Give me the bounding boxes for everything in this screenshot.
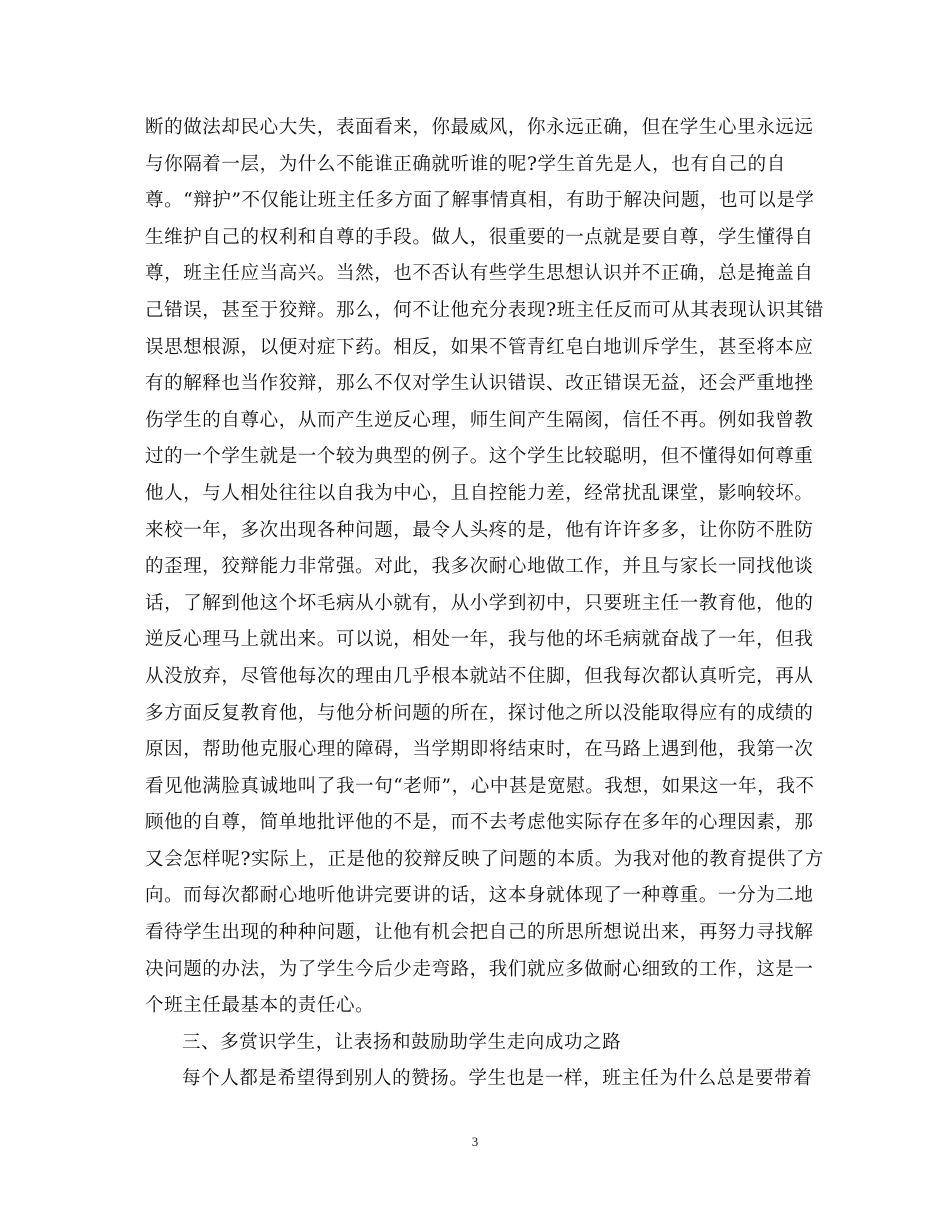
paragraph-line: 有的解释也当作狡辩，那么不仅对学生认识错误、改正错误无益，还会严重地挫: [145, 373, 814, 395]
paragraph-line: 逆反心理马上就出来。可以说，相处一年，我与他的坏毛病就奋战了一年，但我: [145, 629, 814, 651]
paragraph-line: 从没放弃，尽管他每次的理由几乎根本就站不住脚，但我每次都认真听完，再从: [145, 665, 814, 687]
paragraph-line: 与你隔着一层，为什么不能谁正确就听谁的呢?学生首先是人，也有自己的自: [145, 153, 786, 175]
paragraph-line: 话，了解到他这个坏毛病从小就有，从小学到初中，只要班主任一教育他，他的: [145, 592, 814, 614]
paragraph-line: 的歪理，狡辩能力非常强。对此，我多次耐心地做工作，并且与家长一同找他谈: [145, 556, 814, 578]
paragraph-line: 原因，帮助他克服心理的障碍，当学期即将结束时，在马路上遇到他，我第一次: [145, 739, 814, 761]
paragraph-line: 断的做法却民心大失，表面看来，你最威风，你永远正确，但在学生心里永远远: [145, 117, 814, 138]
paragraph-line: 过的一个学生就是一个较为典型的例子。这个学生比较聪明，但不懂得如何尊重: [145, 446, 814, 468]
paragraph-line: 尊。“辩护”不仅能让班主任多方面了解事情真相，有助于解决问题，也可以是学: [145, 190, 815, 212]
paragraph-line: 来校一年，多次出现各种问题，最令人头疼的是，他有许许多多，让你防不胜防: [145, 519, 814, 541]
page-number: 3: [471, 1134, 479, 1149]
paragraph-line: 己错误，甚至于狡辩。那么，何不让他充分表现?班主任反而可从其表现认识其错: [145, 299, 825, 321]
paragraph-line: 尊，班主任应当高兴。当然，也不否认有些学生思想认识并不正确，总是掩盖自: [145, 263, 814, 285]
paragraph-line: 又会怎样呢?实际上，正是他的狡辩反映了问题的本质。为我对他的教育提供了方: [145, 848, 825, 870]
body-text: [145, 110, 825, 1098]
paragraph-line: 他人，与人相处往往以自我为中心，且自控能力差，经常扰乱课堂，影响较坏。: [145, 482, 814, 504]
paragraph-line: 向。而每次都耐心地听他讲完要讲的话，这本身就体现了一种尊重。一分为二地: [145, 885, 814, 907]
paragraph-line: 个班主任最基本的责任心。: [145, 995, 375, 1017]
paragraph-line-indented: 每个人都是希望得到别人的赞扬。学生也是一样，班主任为什么总是要带着: [182, 1068, 813, 1090]
paragraph-line-indented: 三、多赏识学生，让表扬和鼓励助学生走向成功之路: [182, 1031, 622, 1053]
paragraph-line: 看见他满脸真诚地叫了我一句“老师”，心中甚是宽慰。我想，如果这一年，我不: [145, 775, 815, 797]
paragraph-line: 误思想根源，以便对症下药。相反，如果不管青红皂白地训斥学生，甚至将本应: [145, 336, 814, 358]
paragraph-line: 看待学生出现的种种问题，让他有机会把自己的所思所想说出来，再努力寻找解: [145, 922, 814, 944]
paragraph-line: 顾他的自尊，简单地批评他的不是，而不去考虑他实际存在多年的心理因素，那: [145, 812, 814, 834]
paragraph-line: 多方面反复教育他，与他分析问题的所在，探讨他之所以没能取得应有的成绩的: [145, 702, 814, 724]
paragraph-line: 生维护自己的权利和自尊的手段。做人，很重要的一点就是要自尊，学生懂得自: [145, 226, 814, 248]
paragraph-line: 伤学生的自尊心，从而产生逆反心理，师生间产生隔阂，信任不再。例如我曾教: [145, 409, 814, 431]
paragraph-line: 决问题的办法，为了学生今后少走弯路，我们就应多做耐心细致的工作，这是一: [145, 958, 814, 980]
